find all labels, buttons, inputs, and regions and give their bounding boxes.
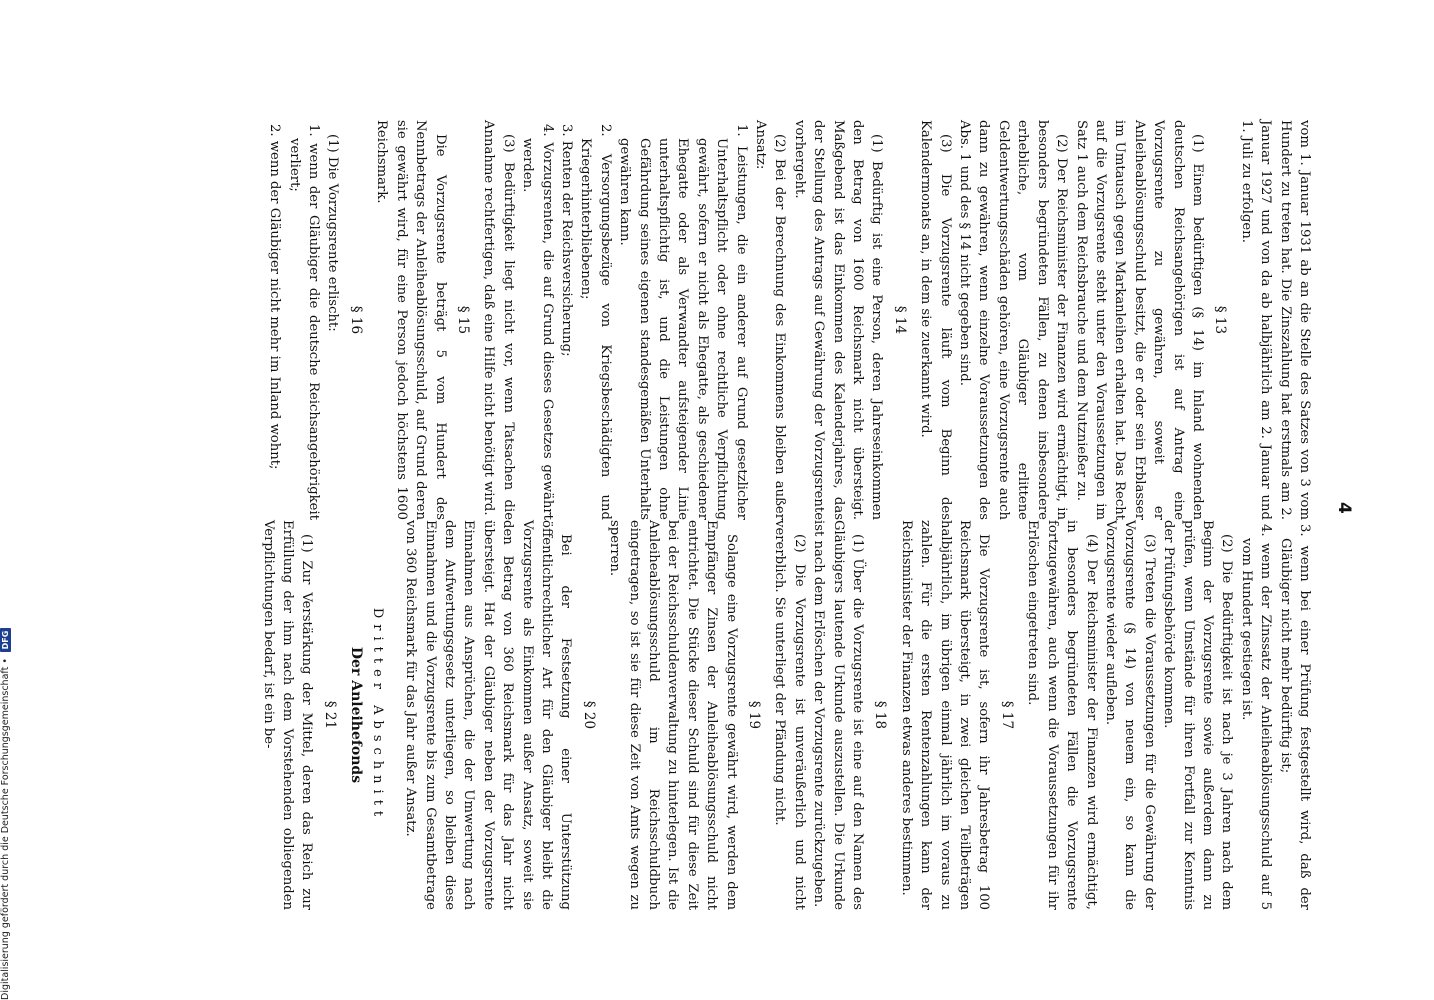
- list-item: 3. Renten der Reichsversicherung;: [558, 124, 574, 357]
- s16-expiry-list-continued: [1236, 520, 1314, 910]
- s13-paragraph-1: (1) Einem bedürftigen (§ 14) im Inland wohnenden deutschen Reichsangehörigen ist auf Antrag eine Vorzugsrente zu gewähren, soweit er Anleiheablösungsschuld besitzt, die er oder sein Erblasser im Umtausch gegen Markanleihen erhalten hat. Das Recht auf die Vorzugsrente steht unter den Voraussetzungen im Satz 1 auch dem Reichsbrauche und dem Nutznießer zu.: [1073, 120, 1205, 520]
- intro-paragraph: vom 1. Januar 1931 ab an die Stelle des Satzes von 3 vom Hundert zu treten hat. Die Zinszahlung hat erstmals am 2. Januar 1927 und von da ab halbjährlich am 2. Januar und 1. Juli zu erfolgen.: [1238, 120, 1312, 520]
- section-heading-14: § 14: [891, 305, 908, 335]
- s16-paragraph-3: (3) Treten die Voraussetzungen für die Gewährung der Vorzugsrente (§ 14) von neuem ein, so kann die Vorzugsrente wieder aufleben.: [1102, 520, 1157, 910]
- dfg-logo-icon: DFG: [0, 628, 11, 652]
- left-column: [265, 120, 1314, 520]
- s14-paragraph-1: (1) Bedürftig ist eine Person, deren Jahreseinkommen den Betrag von 1600 Reichsmark nicht übersteigt. Maßgebend ist das Einkommen des Kalenderjahres, das der Stellung des Antrags auf Gewährung der Vorzugsrente vorhergeht.: [791, 120, 885, 520]
- s18-paragraph-1: (1) Über die Vorzugsrente ist eine auf den Namen des Gläubigers lautende Urkunde auszustellen. Die Urkunde ist nach dem Erlöschen der Vorzugsrente zurückzugeben.: [811, 520, 866, 910]
- digitization-credit: [0, 0, 14, 1000]
- right-column: [258, 520, 1314, 910]
- s18-paragraph-2: (2) Die Vorzugsrente ist unveräußerlich und nicht vererblich. Sie unterliegt der Pfändung nicht.: [772, 520, 807, 910]
- s19-paragraph-1: Solange eine Vorzugsrente gewährt wird, werden dem Empfänger Zinsen der Anleiheablösungsschuld nicht entrichtet. Die Stücke dieser Schuld sind für diese Zeit bei der Reichsschuldenverwaltung zu hinterlegen. Ist die Anleiheablösungsschuld im Reichsschuldbuch eingetragen, so ist sie für diese Zeit von Amts wegen zu sperren.: [607, 520, 739, 910]
- s14-paragraph-3: (3) Bedürftigkeit liegt nicht vor, wenn Tatsachen die Annahme rechtfertigen, daß eine Hilfe nicht benötigt wird.: [481, 120, 516, 520]
- section-heading-18: § 18: [872, 700, 889, 730]
- s13-paragraph-3: (3) Die Vorzugsrente läuft vom Beginn des Kalendermonats an, in dem sie zuerkannt wird.: [918, 120, 953, 520]
- s15-paragraph-1: Die Vorzugsrente beträgt 5 vom Hundert des Nennbetrags der Anleiheablösungsschuld, auf Grund deren sie gewährt wird, für eine Person jedoch höchstens 1600 Reichsmark.: [374, 120, 448, 520]
- s21-paragraph-1: (1) Zur Verstärkung der Mittel, deren das Reich zur Erfüllung der ihm nach dem Vorstehenden obliegenden Verpflichtungen bedarf, ist ein be-: [260, 520, 315, 910]
- s16-paragraph-2: (2) Die Bedürftigkeit ist nach je 3 Jahren nach dem Beginn der Vorzugsrente sowie außerdem dann zu prüfen, wenn Umstände für ihren Fortfall zur Kenntnis der Prüfungsbehörde kommen.: [1161, 520, 1235, 910]
- s16-paragraph-1: (1) Die Vorzugsrente erlischt:: [325, 134, 341, 332]
- section-heading-17: § 17: [998, 700, 1015, 730]
- s13-paragraph-2: (2) Der Reichsminister der Finanzen wird ermächtigt, in besonders begründeten Fällen, zu denen insbesondere erhebliche, vom Gläubiger erlittene Geldentwertungsschäden gehören, eine Vorzugsrente auch dann zu gewähren, wenn einzelne Voraussetzungen des Abs. 1 und des § 14 nicht gegeben sind.: [957, 120, 1070, 520]
- section-heading-15: § 15: [454, 305, 471, 335]
- s14-paragraph-2: (2) Bei der Berechnung des Einkommens bleiben außer Ansatz:: [753, 120, 788, 520]
- list-item: 1. wenn der Gläubiger die deutsche Reichsangehörigkeit verliert;: [286, 124, 322, 520]
- s17-paragraph-1: Die Vorzugsrente ist, sofern ihr Jahresbetrag 100 Reichsmark übersteigt, in zwei gleichen Teilbeträgen halbjährlich, im übrigen einmal jährlich im voraus zu zahlen. Für die ersten Rentenzahlungen kann der Reichsminister der Finanzen etwas anderes bestimmen.: [898, 520, 992, 910]
- list-item: 4. Vorzugsrenten, die auf Grund dieses Gesetzes gewährt werden.: [520, 124, 555, 520]
- section-heading-20: § 20: [580, 700, 597, 730]
- credit-text: Digitalisierung gefördert durch die Deutsche Forschungsgemeinschaft •: [0, 658, 11, 1000]
- division-title: Dritter Abschnitt: [369, 607, 385, 823]
- page-number: 4: [1334, 502, 1354, 514]
- list-item: 4. wenn der Zinssatz der Anleiheablösungsschuld auf 5 vom Hundert gestiegen ist.: [1238, 524, 1274, 910]
- s16-expiry-list: [265, 120, 323, 520]
- list-item: 2. wenn der Gläubiger nicht mehr im Inland wohnt;: [267, 124, 283, 470]
- section-heading-19: § 19: [746, 700, 763, 730]
- s16-paragraph-4: (4) Der Reichsminister der Finanzen wird ermächtigt, in besonders begründeten Fällen die Vorzugsrente fortzugewähren, auch wenn die Voraussetzungen für ihr Erlöschen eingetreten sind.: [1025, 520, 1099, 910]
- s20-paragraph-1: Bei der Festsetzung einer Unterstützung öffentlichrechtlicher Art für den Gläubiger bleibt die Vorzugsrente als Einkommen außer Ansatz, soweit sie den Betrag von 360 Reichsmark für das Jahr nicht übersteigt. Hat der Gläubiger neben der Vorzugsrente Einnahmen aus Ansprüchen, die der Umwertung nach dem Aufwertungsgesetz unterliegen, so bleiben diese Einnahmen und die Vorzugsrente bis zum Gesamtbetrage von 360 Reichsmark für das Jahr außer Ansatz.: [403, 520, 574, 910]
- s14-exclusion-list: [518, 120, 751, 520]
- division-subtitle: Der Anleihefonds: [348, 646, 365, 784]
- list-item: 1. Leistungen, die ein anderer auf Grund gesetzlicher Unterhaltspflicht oder ohne rechtliche Verpflichtung gewährt, sofern er nicht als Ehegatte, als geschiedener Ehegatte oder als Verwandter aufsteigender Linie unterhaltspflichtig ist, und die Leistungen ohne Gefährdung seines eigenen standesgemäßen Unterhalts gewähren kann.: [617, 124, 749, 520]
- section-heading-16: § 16: [347, 305, 364, 335]
- list-item: 3. wenn bei einer Prüfung festgestellt wird, daß der Gläubiger nicht mehr bedürftig ist;: [1277, 524, 1312, 910]
- list-item: 2. Versorgungsbezüge von Kriegsbeschädigten und Kriegerhinterbliebenen;: [578, 124, 613, 520]
- section-heading-21: § 21: [321, 700, 338, 730]
- section-heading-13: § 13: [1212, 305, 1229, 335]
